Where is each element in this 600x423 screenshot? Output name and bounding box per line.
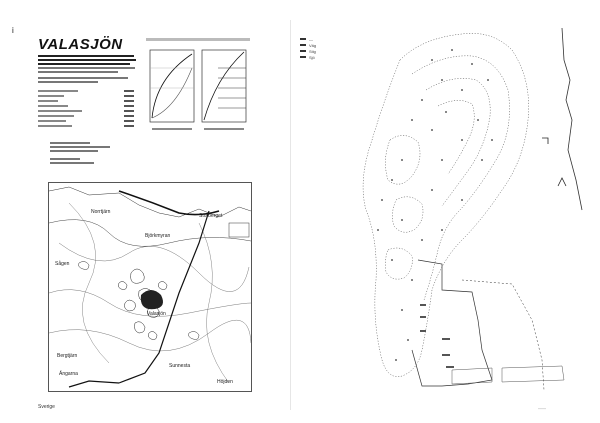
depth-soundings — [377, 49, 493, 361]
text-line — [38, 77, 128, 79]
intro-text-block — [38, 55, 138, 85]
notes-block — [50, 142, 130, 166]
text-line — [38, 63, 130, 65]
place-label: Bergtjärn — [57, 353, 78, 359]
road-line — [199, 223, 229, 383]
depth-map — [292, 20, 600, 410]
compass-icon — [558, 178, 566, 186]
place-label: Sågen — [55, 261, 70, 267]
text-line — [38, 55, 134, 57]
stat-row — [38, 123, 134, 128]
page-footer-right: — — [538, 404, 546, 413]
place-label: Höjden — [217, 379, 233, 385]
place-label: Sunnesta — [169, 363, 191, 369]
town-block — [229, 223, 249, 237]
legend-item — [300, 54, 340, 60]
legend-label: Stig — [309, 48, 316, 54]
text-line — [38, 59, 136, 61]
grid-lines — [452, 366, 564, 384]
place-label: Storberget — [199, 213, 223, 219]
text-line — [38, 67, 135, 69]
road-line — [59, 243, 249, 292]
hypsographic-graphs — [146, 38, 250, 138]
text-line — [50, 158, 80, 160]
main-road — [69, 381, 119, 387]
corner-mark: i — [12, 26, 14, 35]
volume-curve-2 — [204, 52, 244, 120]
legend-label: — — [309, 36, 313, 42]
location-map — [48, 182, 252, 392]
area-curve — [152, 54, 192, 118]
north-marker — [542, 138, 548, 144]
lake-shoreline — [363, 33, 529, 376]
place-label: Valasjön — [147, 311, 166, 317]
boundary-dashed — [462, 280, 544, 390]
text-line — [50, 146, 110, 148]
page-title: VALASJÖN — [38, 36, 123, 53]
page-footer-left: Sverige — [38, 404, 55, 410]
map-legend — [300, 36, 340, 60]
depth-map-svg — [292, 20, 600, 410]
volume-depth-graph — [202, 50, 246, 122]
valasjon-lake — [141, 290, 163, 309]
survey-markers — [420, 304, 454, 368]
graph-caption-bar — [146, 38, 250, 41]
page-divider — [290, 20, 291, 410]
road-line — [69, 203, 109, 363]
shore-road — [562, 28, 582, 210]
area-depth-graph — [150, 50, 194, 122]
lake-statistics — [38, 88, 134, 128]
place-label: Ängarna — [59, 371, 78, 377]
legend-label: Väg — [309, 42, 317, 48]
legend-label: Sjö — [309, 54, 315, 60]
place-label: Norrtjärn — [91, 209, 111, 215]
text-line — [50, 142, 90, 144]
lake — [189, 331, 200, 339]
place-label: Björkmyran — [145, 233, 171, 239]
road-line — [49, 320, 251, 351]
text-line — [50, 162, 94, 164]
lake — [79, 261, 90, 269]
graphs-svg — [146, 38, 250, 138]
text-line — [38, 81, 98, 83]
text-line — [50, 150, 98, 152]
text-line — [38, 71, 118, 73]
